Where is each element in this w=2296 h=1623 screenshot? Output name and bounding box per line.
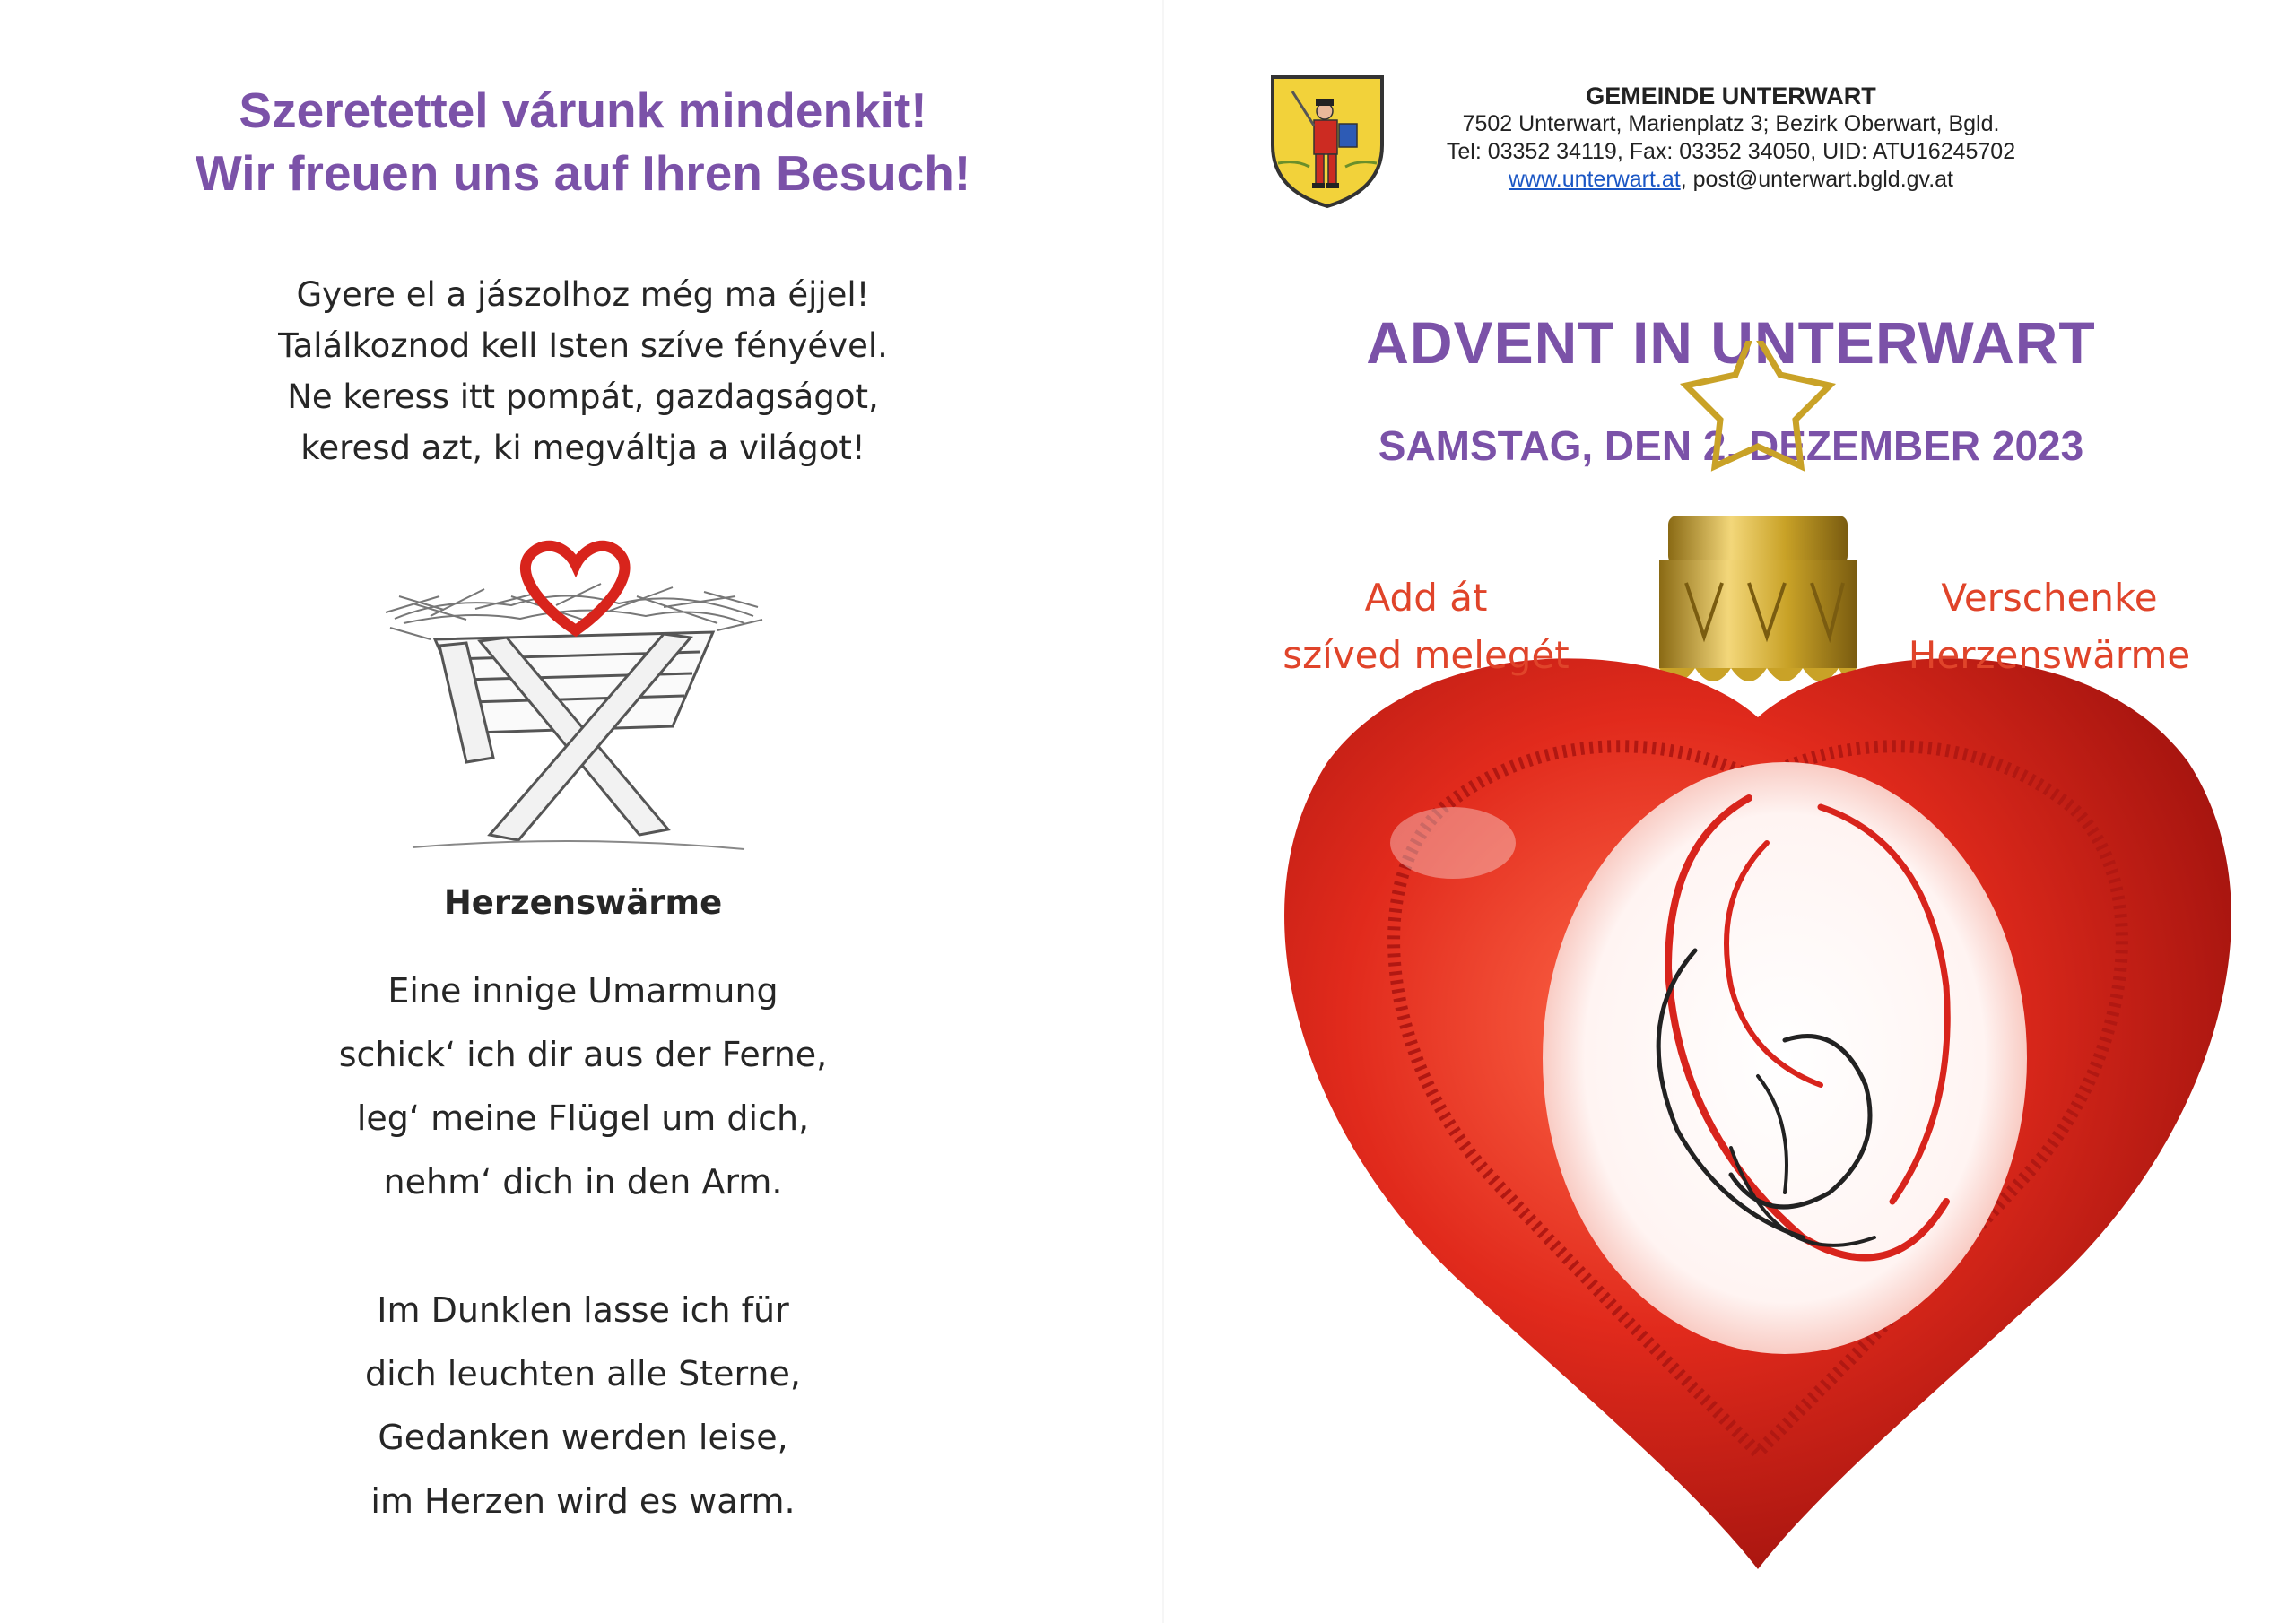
right-panel (1166, 0, 2296, 1623)
star-hanger-icon (1686, 341, 1830, 466)
event-date: SAMSTAG, DEN 2. DEZEMBER 2023 (1378, 422, 2084, 469)
slogan-hungarian (1256, 569, 1596, 684)
slogan-german (1839, 569, 2260, 684)
poem-stanza-2 (0, 1279, 1166, 1533)
hu-poem-line: Találkoznod kell Isten szíve fényével. (278, 326, 888, 365)
event-title: ADVENT IN UNTERWART (1366, 309, 2096, 376)
municipality-name: GEMEINDE UNTERWART (1586, 82, 1876, 109)
manger-icon (435, 632, 713, 840)
coat-of-arms-icon (1269, 74, 1386, 210)
poem-line: schick‘ ich dir aus der Ferne, (338, 1035, 828, 1074)
holy-family-medallion (1543, 762, 2027, 1354)
municipality-header (1408, 82, 2054, 194)
municipality-web-email (1408, 166, 2054, 194)
slogan-line: szíved melegét (1283, 633, 1570, 677)
hungarian-poem (0, 269, 1166, 473)
separator: , (1680, 167, 1693, 192)
hu-poem-line: keresd azt, ki megváltja a világot! (300, 429, 865, 467)
slogan-line: Herzenswärme (1908, 633, 2191, 677)
municipality-address: 7502 Unterwart, Marienplatz 3; Bezirk Oberwart, Bgld. (1462, 111, 2000, 136)
hu-poem-line: Gyere el a jászolhoz még ma éjjel! (296, 275, 870, 314)
welcome-heading (0, 79, 1166, 204)
municipality-contact: Tel: 03352 34119, Fax: 03352 34050, UID: ATU16245702 (1446, 139, 2016, 164)
slogan-line: Add át (1364, 576, 1488, 620)
poem-stanza-1 (0, 959, 1166, 1214)
website-link[interactable]: www.unterwart.at (1508, 167, 1681, 192)
poem-line: nehm‘ dich in den Arm. (383, 1162, 783, 1202)
manger-illustration (377, 534, 771, 874)
welcome-hu: Szeretettel várunk mindenkit! (239, 82, 927, 138)
poem-line: Im Dunklen lasse ich für (377, 1290, 789, 1330)
poem-line: leg‘ meine Flügel um dich, (356, 1098, 810, 1138)
heart-ornament-illustration (1247, 341, 2269, 1587)
email-address[interactable]: post@unterwart.bgld.gv.at (1692, 167, 1953, 192)
ornament-cap-icon (1659, 516, 1857, 681)
hu-poem-line: Ne keress itt pompát, gazdagságot, (287, 378, 879, 416)
page-fold (1162, 0, 1164, 1623)
poem-title: Herzenswärme (443, 883, 723, 922)
welcome-de: Wir freuen uns auf Ihren Besuch! (195, 145, 971, 201)
poem-line: Eine innige Umarmung (387, 971, 778, 1011)
slogan-line: Verschenke (1941, 576, 2158, 620)
poem-line: dich leuchten alle Sterne, (365, 1354, 801, 1393)
poem-line: im Herzen wird es warm. (370, 1481, 796, 1521)
poem-line: Gedanken werden leise, (378, 1418, 788, 1457)
